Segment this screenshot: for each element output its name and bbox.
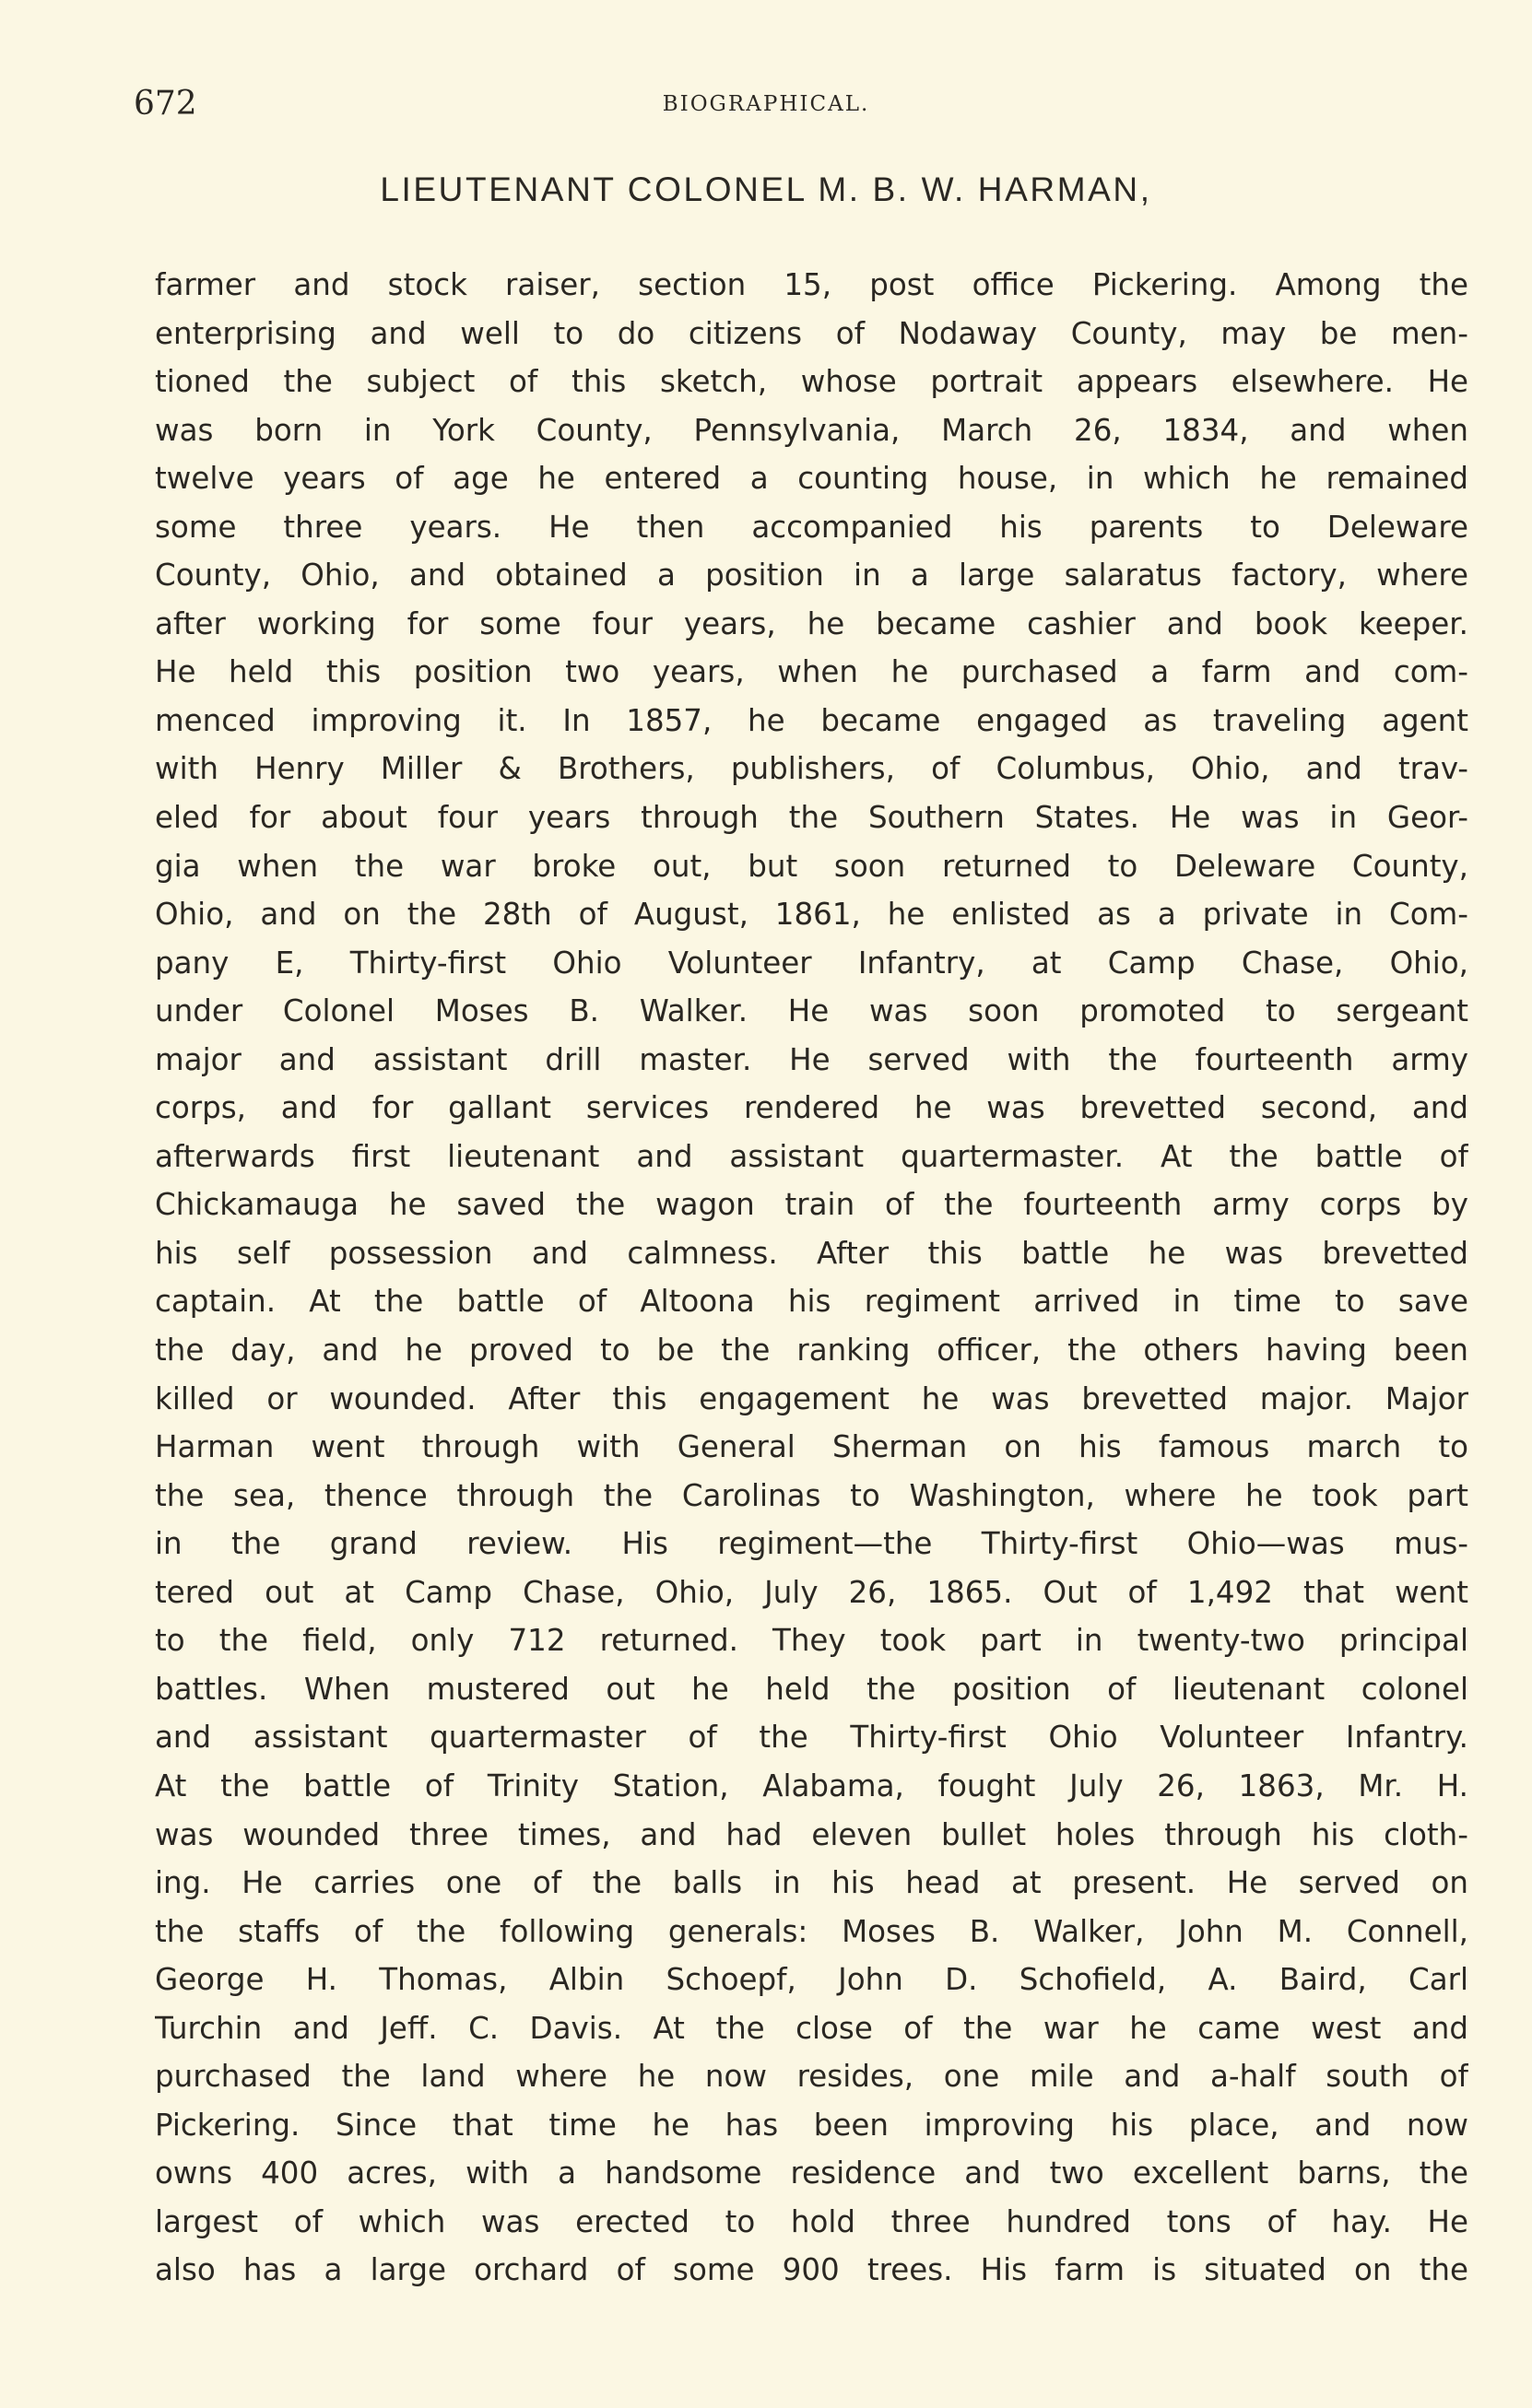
body-line: in the grand review. His regiment—the Thirty-first Ohio—was mus- <box>155 1526 1468 1562</box>
body-line: At the battle of Trinity Station, Alabama, fought July 26, 1863, Mr. H. <box>155 1768 1468 1803</box>
body-line: Chickamauga he saved the wagon train of the fourteenth army corps by <box>155 1187 1468 1223</box>
body-line: afterwards first lieutenant and assistant quartermaster. At the battle of <box>155 1138 1468 1174</box>
body-line: battles. When mustered out he held the position of lieutenant colonel <box>155 1671 1468 1707</box>
page-header <box>0 85 1532 131</box>
body-line: after working for some four years, he became cashier and book keeper. <box>155 605 1468 641</box>
body-line: ing. He carries one of the balls in his head at present. He served on <box>155 1865 1468 1901</box>
body-line: the staffs of the following generals: Moses B. Walker, John M. Connell, <box>155 1913 1468 1949</box>
body-line: pany E, Thirty-first Ohio Volunteer Infantry, at Camp Chase, Ohio, <box>155 945 1468 981</box>
body-line: purchased the land where he now resides, one mile and a-half south of <box>155 2059 1468 2095</box>
body-line: major and assistant drill master. He served with the fourteenth army <box>155 1041 1468 1077</box>
body-line: eled for about four years through the Southern States. He was in Geor- <box>155 800 1468 836</box>
body-line: also has a large orchard of some 900 trees. His farm is situated on the <box>155 2252 1468 2288</box>
body-line: County, Ohio, and obtained a position in a large salaratus factory, where <box>155 558 1468 593</box>
body-line: with Henry Miller & Brothers, publishers, of Columbus, Ohio, and trav- <box>155 751 1468 787</box>
body-line: corps, and for gallant services rendered he was brevetted second, and <box>155 1090 1468 1126</box>
body-line: Pickering. Since that time he has been improving his place, and now <box>155 2107 1468 2143</box>
article-body <box>155 261 1468 2295</box>
body-line: under Colonel Moses B. Walker. He was soon promoted to sergeant <box>155 993 1468 1029</box>
body-line: farmer and stock raiser, section 15, post office Pickering. Among the <box>155 267 1468 302</box>
body-line: killed or wounded. After this engagement he was brevetted major. Major <box>155 1380 1468 1416</box>
body-line: Ohio, and on the 28th of August, 1861, he enlisted as a private in Com- <box>155 897 1468 933</box>
body-line: George H. Thomas, Albin Schoepf, John D. Schofield, A. Baird, Carl <box>155 1962 1468 1998</box>
body-line: tioned the subject of this sketch, whose portrait appears elsewhere. He <box>155 364 1468 400</box>
body-line: largest of which was erected to hold three hundred tons of hay. He <box>155 2203 1468 2239</box>
body-line: He held this position two years, when he purchased a farm and com- <box>155 654 1468 690</box>
body-line: owns 400 acres, with a handsome residence and two excellent barns, the <box>155 2155 1468 2191</box>
body-line: twelve years of age he entered a counting house, in which he remained <box>155 461 1468 497</box>
body-line: captain. At the battle of Altoona his regiment arrived in time to save <box>155 1284 1468 1320</box>
body-line: Turchin and Jeff. C. Davis. At the close of the war he came west and <box>155 2010 1468 2046</box>
page-number: 672 <box>134 85 197 123</box>
body-line: his self possession and calmness. After this battle he was brevetted <box>155 1235 1468 1271</box>
body-line: and assistant quartermaster of the Thirty-first Ohio Volunteer Infantry. <box>155 1720 1468 1756</box>
body-line: some three years. He then accompanied his parents to Deleware <box>155 509 1468 545</box>
body-line: enterprising and well to do citizens of Nodaway County, may be men- <box>155 315 1468 351</box>
body-line: the day, and he proved to be the ranking officer, the others having been <box>155 1333 1468 1368</box>
body-line: menced improving it. In 1857, he became engaged as traveling agent <box>155 702 1468 738</box>
body-line: was born in York County, Pennsylvania, March 26, 1834, and when <box>155 412 1468 448</box>
body-line: to the field, only 712 returned. They took part in twenty-two principal <box>155 1623 1468 1659</box>
running-head: BIOGRAPHICAL. <box>662 92 870 116</box>
body-line: Harman went through with General Sherman on his famous march to <box>155 1429 1468 1465</box>
body-line: the sea, thence through the Carolinas to Washington, where he took part <box>155 1477 1468 1513</box>
article-title: LIEUTENANT COLONEL M. B. W. HARMAN, <box>380 170 1152 208</box>
body-line: tered out at Camp Chase, Ohio, July 26, 1865. Out of 1,492 that went <box>155 1574 1468 1610</box>
body-line: was wounded three times, and had eleven bullet holes through his cloth- <box>155 1816 1468 1852</box>
body-line: gia when the war broke out, but soon returned to Deleware County, <box>155 848 1468 884</box>
